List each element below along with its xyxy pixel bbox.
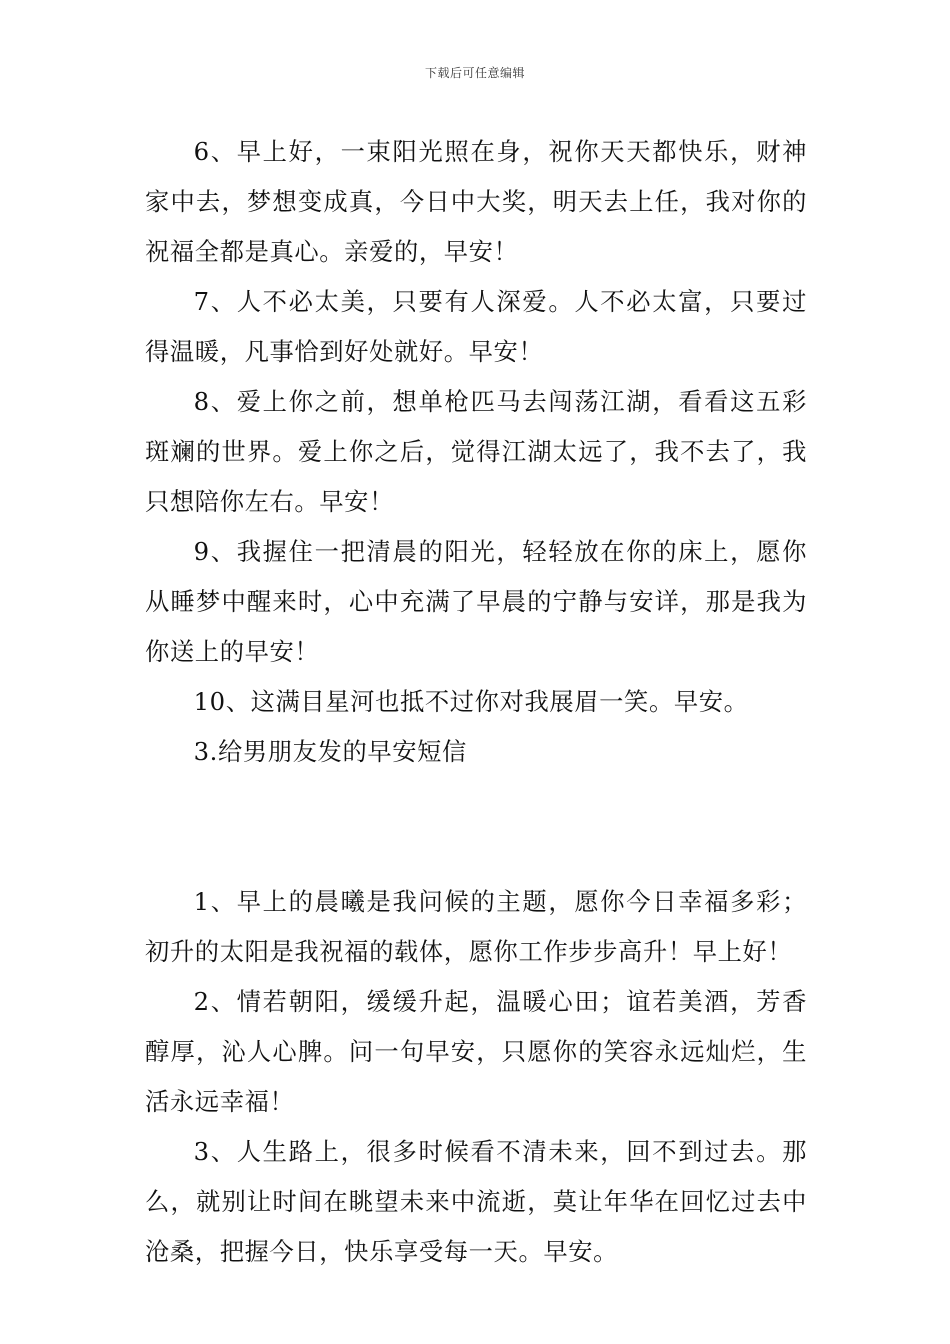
section-paragraph-3: 3、人生路上，很多时候看不清未来，回不到过去。那么，就别让时间在眺望未来中流逝，莫让年华在回忆过去中沧桑，把握今日，快乐享受每一天。早安。 <box>145 1137 807 1266</box>
paragraph-9: 9、我握住一把清晨的阳光，轻轻放在你的床上，愿你从睡梦中醒来时，心中充满了早晨的宁静与安详，那是我为你送上的早安！ <box>145 537 807 666</box>
section-paragraph-1: 1、早上的晨曦是我问候的主题，愿你今日幸福多彩；初升的太阳是我祝福的载体，愿你工作步步高升！早上好！ <box>145 887 807 966</box>
paragraph-6: 6、早上好，一束阳光照在身，祝你天天都快乐，财神家中去，梦想变成真，今日中大奖，明天去上任，我对你的祝福全都是真心。亲爱的，早安！ <box>145 137 807 266</box>
page-header: 下载后可任意编辑 <box>424 66 525 80</box>
section-paragraph-2: 2、情若朝阳，缓缓升起，温暖心田；谊若美酒，芳香醇厚，沁人心脾。问一句早安，只愿你的笑容永远灿烂，生活永远幸福！ <box>145 987 807 1116</box>
document-body <box>145 127 807 1277</box>
paragraph-7: 7、人不必太美，只要有人深爱。人不必太富，只要过得温暖，凡事恰到好处就好。早安！ <box>145 287 807 366</box>
paragraph-10: 10、这满目星河也抵不过你对我展眉一笑。早安。 <box>193 687 749 716</box>
section-heading: 3.给男朋友发的早安短信 <box>193 737 467 766</box>
paragraph-8: 8、爱上你之前，想单枪匹马去闯荡江湖，看看这五彩斑斓的世界。爱上你之后，觉得江湖太远了，我不去了，我只想陪你左右。早安！ <box>145 387 807 516</box>
